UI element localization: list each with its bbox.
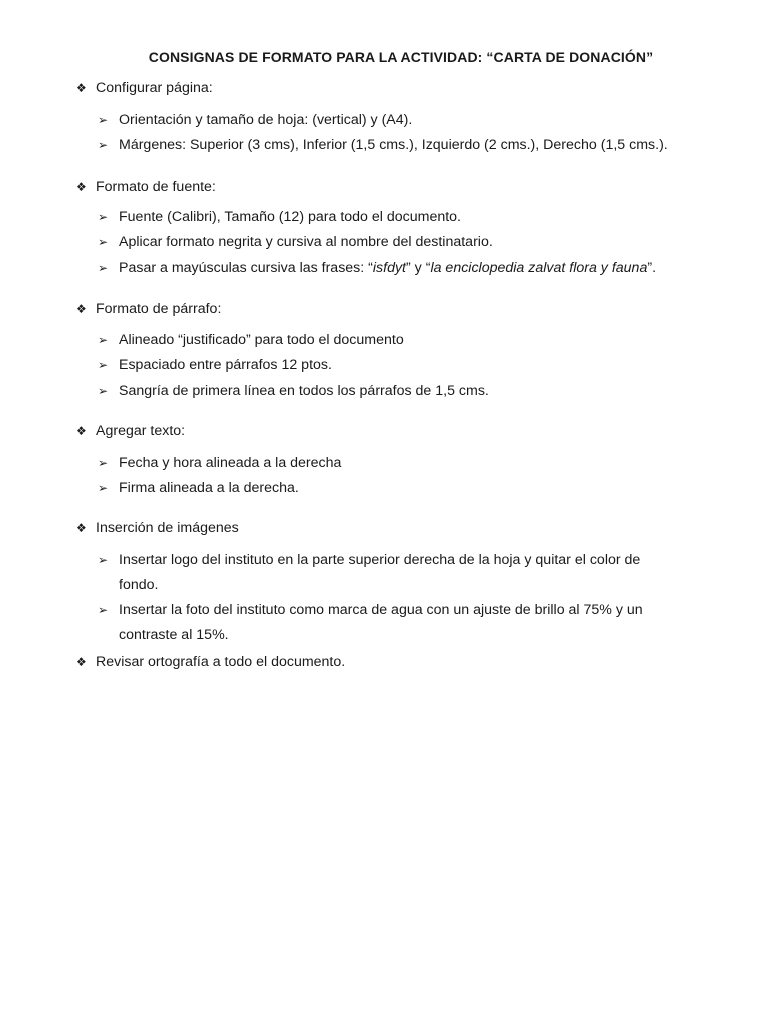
item-text: Márgenes: Superior (3 cms), Inferior (1,5 cms.), Izquierdo (2 cms.), Derecho (1,5 cms.). [119, 137, 668, 153]
item-text-middle: ” y “ [406, 260, 431, 276]
list-item [98, 548, 738, 598]
arrow-bullet-icon: ➢ [98, 456, 109, 470]
list-item [98, 133, 738, 158]
arrow-bullet-icon: ➢ [98, 235, 109, 249]
diamond-bullet-icon: ❖ [76, 424, 87, 438]
section-formato-parrafo [76, 299, 736, 319]
section-label: Revisar ortografía a todo el documento. [96, 654, 346, 670]
list-item [98, 353, 738, 378]
diamond-bullet-icon: ❖ [76, 521, 87, 535]
list-item [98, 230, 738, 255]
diamond-bullet-icon: ❖ [76, 302, 87, 316]
section-label: Formato de fuente: [96, 179, 216, 195]
section-configurar-pagina [76, 78, 736, 98]
arrow-bullet-icon: ➢ [98, 603, 109, 617]
item-text-line1: Insertar logo del instituto en la parte superior derecha de la hoja y quitar el color de [119, 552, 641, 568]
arrow-bullet-icon: ➢ [98, 358, 109, 372]
phrase-isfdyt: isfdyt [372, 260, 407, 276]
phrase-enciclopedia: la enciclopedia zalvat flora y fauna [430, 260, 648, 276]
list-item [98, 328, 738, 353]
item-text: Espaciado entre párrafos 12 ptos. [119, 357, 332, 373]
item-text-line2: fondo. [119, 577, 159, 593]
diamond-bullet-icon: ❖ [76, 81, 87, 95]
item-text [119, 598, 643, 648]
arrow-bullet-icon: ➢ [98, 261, 109, 275]
section-insercion-imagenes [76, 518, 736, 538]
arrow-bullet-icon: ➢ [98, 333, 109, 347]
section-label: Configurar página: [96, 80, 213, 96]
item-text: Firma alineada a la derecha. [119, 480, 299, 496]
arrow-bullet-icon: ➢ [98, 553, 109, 567]
item-text: Sangría de primera línea en todos los párrafos de 1,5 cms. [119, 383, 489, 399]
arrow-bullet-icon: ➢ [98, 210, 109, 224]
list-item [98, 256, 738, 281]
list-item [98, 205, 738, 230]
item-text: Fuente (Calibri), Tamaño (12) para todo el documento. [119, 209, 461, 225]
document-title: CONSIGNAS DE FORMATO PARA LA ACTIVIDAD: “CARTA DE DONACIÓN” [148, 49, 654, 65]
item-text [119, 548, 640, 598]
item-text: Fecha y hora alineada a la derecha [119, 455, 342, 471]
list-item [98, 476, 738, 501]
arrow-bullet-icon: ➢ [98, 481, 109, 495]
item-text-line1: Insertar la foto del instituto como marca de agua con un ajuste de brillo al 75% y un [119, 602, 643, 618]
list-item [98, 108, 738, 133]
item-text-line2: contraste al 15%. [119, 627, 229, 643]
section-agregar-texto [76, 421, 736, 441]
section-revisar-ortografia [76, 652, 736, 672]
item-text [119, 256, 656, 281]
item-text: Orientación y tamaño de hoja: (vertical) y (A4). [119, 112, 413, 128]
list-item [98, 598, 738, 648]
section-formato-fuente [76, 177, 736, 197]
item-text-prefix: Pasar a mayúsculas cursiva las frases: “ [119, 260, 373, 276]
list-item [98, 451, 738, 476]
section-label: Agregar texto: [96, 423, 186, 439]
item-text: Aplicar formato negrita y cursiva al nombre del destinatario. [119, 234, 493, 250]
diamond-bullet-icon: ❖ [76, 655, 87, 669]
item-text: Alineado “justificado” para todo el documento [119, 332, 404, 348]
diamond-bullet-icon: ❖ [76, 180, 87, 194]
list-item [98, 379, 738, 404]
arrow-bullet-icon: ➢ [98, 384, 109, 398]
item-text-suffix: ”. [647, 260, 657, 276]
section-label: Formato de párrafo: [96, 301, 222, 317]
section-label: Inserción de imágenes [96, 520, 239, 536]
arrow-bullet-icon: ➢ [98, 138, 109, 152]
arrow-bullet-icon: ➢ [98, 113, 109, 127]
